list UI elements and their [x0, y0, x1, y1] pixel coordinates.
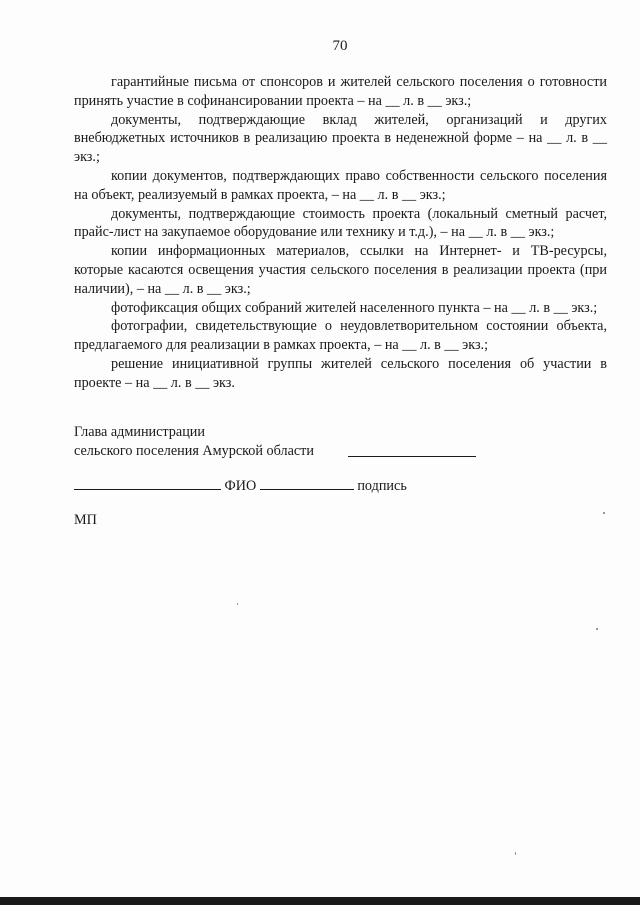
- paragraph-contribution-documents: документы, подтверждающие вклад жителей, организаций и других внебюджетных источников в реализацию проекта в неденежной форме – на __ л. в __ экз.;: [74, 111, 607, 166]
- signatory-title-line1: Глава администрации: [74, 424, 205, 440]
- page-number: 70: [332, 38, 348, 54]
- signatory-title-line2: сельского поселения Амурской области: [74, 443, 314, 459]
- paragraph-cost-documents: документы, подтверждающие стоимость проекта (локальный сметный расчет, прайс-лист на закупаемое оборудование или технику и т.д.), – на __ л. в __ экз.;: [74, 205, 607, 241]
- signature-label: подпись: [357, 478, 407, 494]
- paragraph-media-materials: копии информационных материалов, ссылки на Интернет- и ТВ-ресурсы, которые касаются освещения участия сельского поселения в реализации проекта (при наличии), – на __ л. в __ экз.;: [74, 243, 607, 297]
- signature-blank-line: [348, 444, 476, 457]
- scan-speck: [515, 852, 516, 855]
- paragraph-ownership-documents: копии документов, подтверждающих право собственности сельского поселения на объект, реализуемый в рамках проекта, – на __ л. в __ экз.;: [74, 167, 607, 203]
- fio-blank-line: [260, 477, 354, 490]
- fio-label: ФИО: [224, 478, 257, 494]
- scan-speck: [237, 603, 238, 605]
- scan-speck: [603, 512, 605, 514]
- scan-bottom-edge: [0, 897, 640, 905]
- document-body: [74, 73, 607, 393]
- paragraph-meeting-photos: фотофиксация общих собраний жителей населенного пункта – на __ л. в __ экз.;: [111, 299, 598, 316]
- stamp-label: МП: [74, 512, 97, 528]
- fio-signature-row: [74, 477, 407, 495]
- paragraph-initiative-decision: решение инициативной группы жителей сельского поселения об участии в проекте – на __ л. в __ экз.: [74, 355, 607, 391]
- paragraph-condition-photos: фотографии, свидетельствующие о неудовлетворительном состоянии объекта, предлагаемого для реализации в рамках проекта, – на __ л. в __ экз.;: [74, 318, 607, 354]
- signature-block: [74, 423, 607, 461]
- scan-speck: [596, 628, 598, 630]
- paragraph-sponsor-letters: гарантийные письма от спонсоров и жителей сельского поселения о готовности принять участие в софинансировании проекта – на __ л. в __ экз.;: [74, 74, 607, 109]
- name-blank-line: [74, 477, 221, 490]
